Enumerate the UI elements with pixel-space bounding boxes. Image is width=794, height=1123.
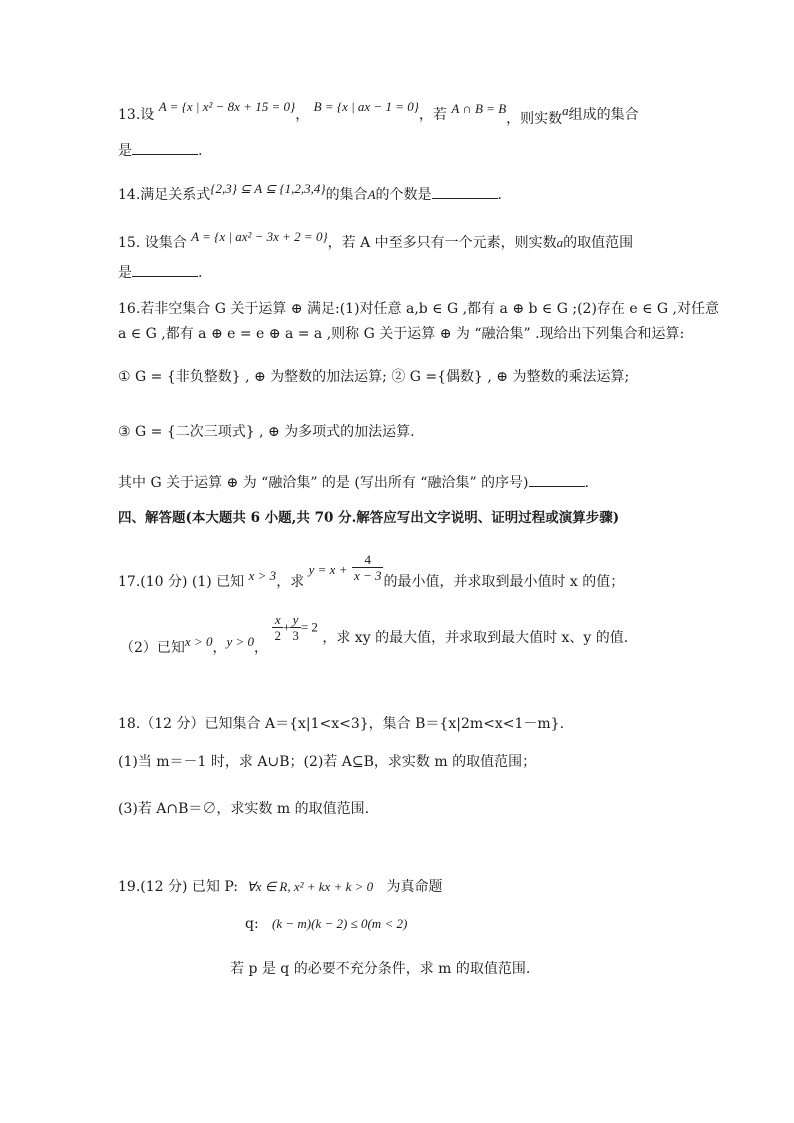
- q17-fraction-2: [272, 612, 283, 643]
- q14-text-b: 的个数是: [375, 187, 432, 203]
- q13-line2-text: 是: [118, 143, 132, 159]
- q17-line2: [120, 612, 628, 656]
- q15-text-b: 的取值范围: [563, 235, 634, 251]
- q17-text2: ，求 xy 的最大值，并求取到最大值时 x、y 的值.: [322, 629, 629, 646]
- q17-qiu: ，求: [276, 573, 305, 590]
- q17-cond1: x > 3: [248, 567, 277, 583]
- q17-frac1-num: 4: [352, 552, 384, 568]
- q18-line3: (3)若 A∩B＝∅，求实数 m 的取值范围.: [118, 801, 370, 817]
- q17-frac3-den: 3: [292, 628, 299, 643]
- q17-cond2a: x > 0: [184, 633, 213, 649]
- q15-end: .: [198, 265, 203, 281]
- q19-p-tail: 为真命题: [386, 879, 443, 895]
- q13-text-b: 组成的集合: [568, 107, 639, 123]
- q15-var: a: [556, 235, 564, 250]
- q14-relation: {2,3} ⊆ A ⊆ {1,2,3,4}: [210, 181, 326, 196]
- q17-cond2b: y > 0: [226, 633, 255, 649]
- q14-answer-blank[interactable]: [432, 184, 498, 199]
- q17-eq2: = 2: [300, 619, 318, 635]
- q17-part2: （2）已知: [120, 639, 185, 656]
- q16-line1: 16.若非空集合 G 关于运算 ⊕ 满足:(1)对任意 a,b ∈ G ,都有 a ⊕ b ∈ G ;(2)存在 e ∈ G ,对任意: [118, 301, 720, 317]
- q16-line5-text: 其中 G 关于运算 ⊕ 为 “融洽集” 的是 (写出所有 “融洽集” 的序号): [118, 475, 529, 491]
- q17-frac2-den: 2: [274, 628, 281, 643]
- q15-answer-blank[interactable]: [132, 262, 198, 277]
- q15-line2: [118, 262, 202, 282]
- q18-line2: (1)当 m＝－1 时，求 A∪B；(2)若 A⊆B，求实数 m 的取值范围；: [118, 754, 537, 770]
- q17-comma-2: ，: [254, 639, 269, 656]
- q16-line5: [118, 472, 589, 492]
- q17-text1: 的最小值，并求取到最小值时 x 的值；: [383, 573, 625, 590]
- q19-line2: [245, 915, 407, 933]
- q19-q-expression: (k − m)(k − 2) ≤ 0(m < 2): [272, 916, 408, 931]
- q17-frac3-num: y: [290, 612, 301, 628]
- q14-number: 14.满足关系式: [118, 187, 211, 203]
- q17-fraction-1: [352, 552, 384, 583]
- q17-number: 17.(10 分) (1) 已知: [118, 573, 245, 590]
- section-4-heading: 四、解答题(本大题共 6 小题,共 70 分.解答应写出文字说明、证明过程或演算步骤): [118, 510, 620, 526]
- q17-line1: [118, 548, 624, 588]
- q16-answer-blank[interactable]: [529, 472, 585, 487]
- q19-number: 19.(12 分) 已知 P:: [118, 879, 238, 895]
- q17-y-eq: y = x +: [308, 561, 348, 577]
- q16-end: .: [584, 475, 589, 491]
- q13-answer-blank[interactable]: [132, 140, 198, 155]
- q15-set-a: A = {x | ax² − 3x + 2 = 0}: [191, 229, 328, 244]
- q13-line1: 13.设 A = {x | x² − 8x + 15 = 0}， B = {x | ax − 1 = 0}，若 A ∩ B = B，则实数a组成的集合: [118, 99, 639, 127]
- q16-line2: a ∈ G ,都有 a ⊕ e = e ⊕ a = a ,则称 G 关于运算 ⊕ 为 “融洽集” .现给出下列集合和运算:: [118, 326, 685, 342]
- q16-line4: ③ G = {二次三项式} , ⊕ 为多项式的加法运算.: [118, 424, 415, 440]
- q15-number: 15. 设集合: [118, 235, 187, 251]
- q15-line1: [118, 229, 634, 252]
- q13-var-a: a: [562, 103, 569, 118]
- q13-set-b: B = {x | ax − 1 = 0}: [313, 99, 419, 114]
- q17-frac1-den: x − 3: [353, 568, 382, 583]
- q13-condition: A ∩ B = B: [451, 101, 507, 116]
- q14-line: 14.满足关系式{2,3} ⊆ A ⊆ {1,2,3,4}的集合A的个数是 .: [118, 181, 502, 203]
- q19-line1: [118, 878, 443, 896]
- q18-line1: 18.（12 分）已知集合 A＝{x|1<x<3}，集合 B＝{x|2m<x<1－m}.: [118, 716, 565, 732]
- q17-fraction-3: [290, 612, 301, 643]
- q17-frac2-num: x: [272, 612, 283, 628]
- q17-plus: +: [282, 619, 291, 635]
- q13-text-a: ，则实数: [506, 111, 563, 127]
- q13-line2: 是 .: [118, 140, 202, 160]
- q15-line2-text: 是: [118, 265, 132, 281]
- q13-ruo: ，若: [418, 107, 447, 123]
- q19-p-expression: ∀x ∈ R, x² + kx + k > 0: [246, 879, 374, 894]
- q19-q-label: q:: [245, 916, 259, 932]
- q15-text-a: ，若 A 中至多只有一个元素，则实数: [327, 235, 557, 251]
- q16-line3: ① G = {非负整数} , ⊕ 为整数的加法运算; ② G ={偶数} , ⊕ 为整数的乘法运算;: [118, 369, 630, 385]
- q19-line3: 若 p 是 q 的必要不充分条件，求 m 的取值范围.: [230, 961, 531, 977]
- q13-set-a: A = {x | x² − 8x + 15 = 0}: [158, 99, 296, 114]
- q14-text-a: 的集合: [325, 187, 368, 203]
- q13-number: 13.设: [118, 107, 155, 123]
- q17-comma: ，: [212, 639, 227, 656]
- q14-var: A: [367, 187, 376, 202]
